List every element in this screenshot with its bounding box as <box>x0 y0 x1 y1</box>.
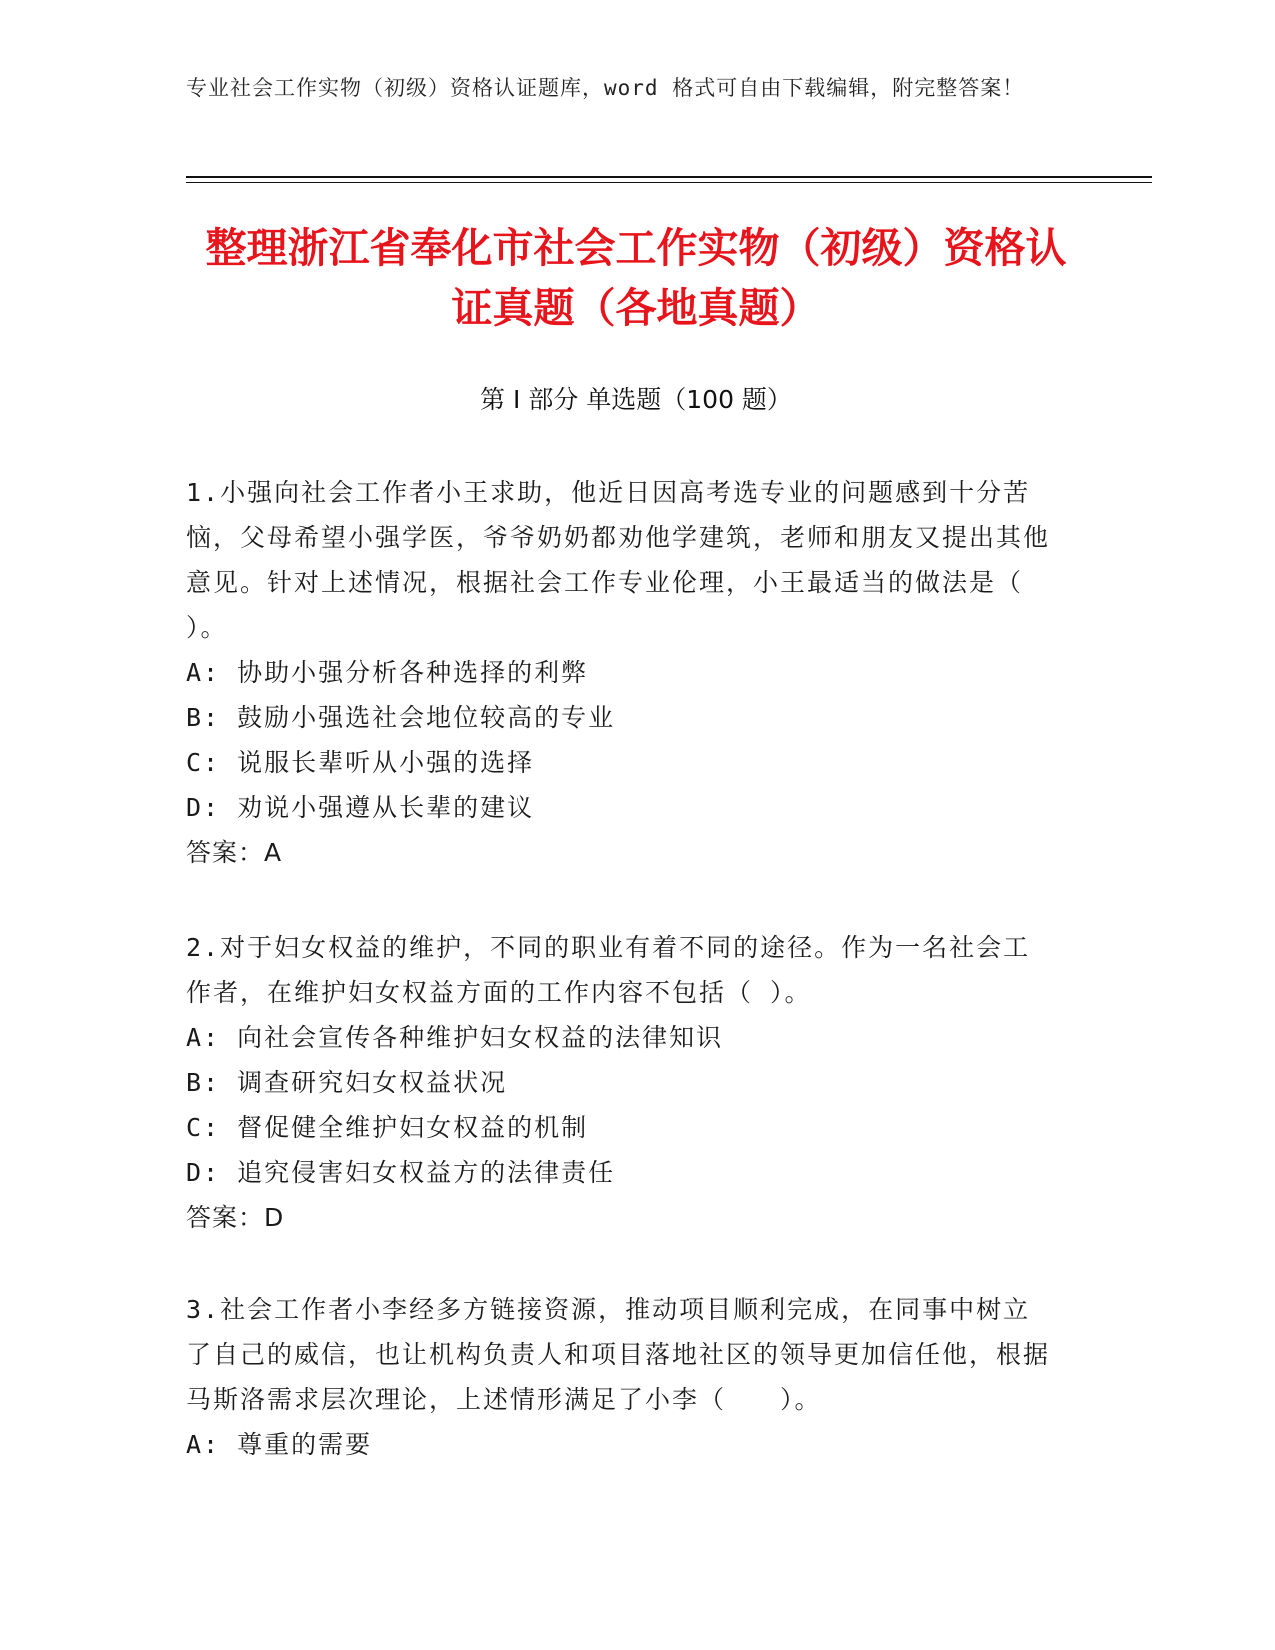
option-b: B: 调查研究妇女权益状况 <box>186 1068 508 1097</box>
question-item <box>186 1287 1056 1467</box>
option-b: B: 鼓励小强选社会地位较高的专业 <box>186 703 616 732</box>
header-divider-thick <box>186 176 1152 178</box>
option-a: A: 向社会宣传各种维护妇女权益的法律知识 <box>186 1023 724 1052</box>
question-stem: 2.对于妇女权益的维护，不同的职业有着不同的途径。作为一名社会工作者，在维护妇女权益方面的工作内容不包括（ ）。 <box>186 933 1031 1007</box>
header-note: 专业社会工作实物（初级）资格认证题库，word 格式可自由下载编辑，附完整答案！ <box>186 76 1025 100</box>
option-a: A: 尊重的需要 <box>186 1430 373 1459</box>
question-stem: 3.社会工作者小李经多方链接资源，推动项目顺利完成，在同事中树立了自己的威信，也让机构负责人和项目落地社区的领导更加信任他，根据马斯洛需求层次理论，上述情形满足了小李（ ）。 <box>186 1295 1051 1414</box>
option-c: C: 督促健全维护妇女权益的机制 <box>186 1113 589 1142</box>
option-d: D: 劝说小强遵从长辈的建议 <box>186 793 535 822</box>
header-divider-thin <box>186 182 1152 183</box>
answer-line: 答案：D <box>186 1203 285 1232</box>
option-d: D: 追究侵害妇女权益方的法律责任 <box>186 1158 616 1187</box>
option-a: A: 协助小强分析各种选择的利弊 <box>186 658 589 687</box>
question-stem: 1.小强向社会工作者小王求助，他近日因高考选专业的问题感到十分苦恼，父母希望小强学医，爷爷奶奶都劝他学建筑，老师和朋友又提出其他意见。针对上述情况，根据社会工作专业伦理，小王最适当的做法是（ ）。 <box>186 478 1051 642</box>
document-title: 整理浙江省奉化市社会工作实物（初级）资格认证真题（各地真题） <box>205 224 1067 332</box>
section-heading: 第 I 部分 单选题（100 题） <box>480 385 792 414</box>
option-c: C: 说服长辈听从小强的选择 <box>186 748 535 777</box>
answer-line: 答案：A <box>186 838 283 867</box>
question-item <box>186 470 1056 875</box>
question-item <box>186 925 1056 1240</box>
